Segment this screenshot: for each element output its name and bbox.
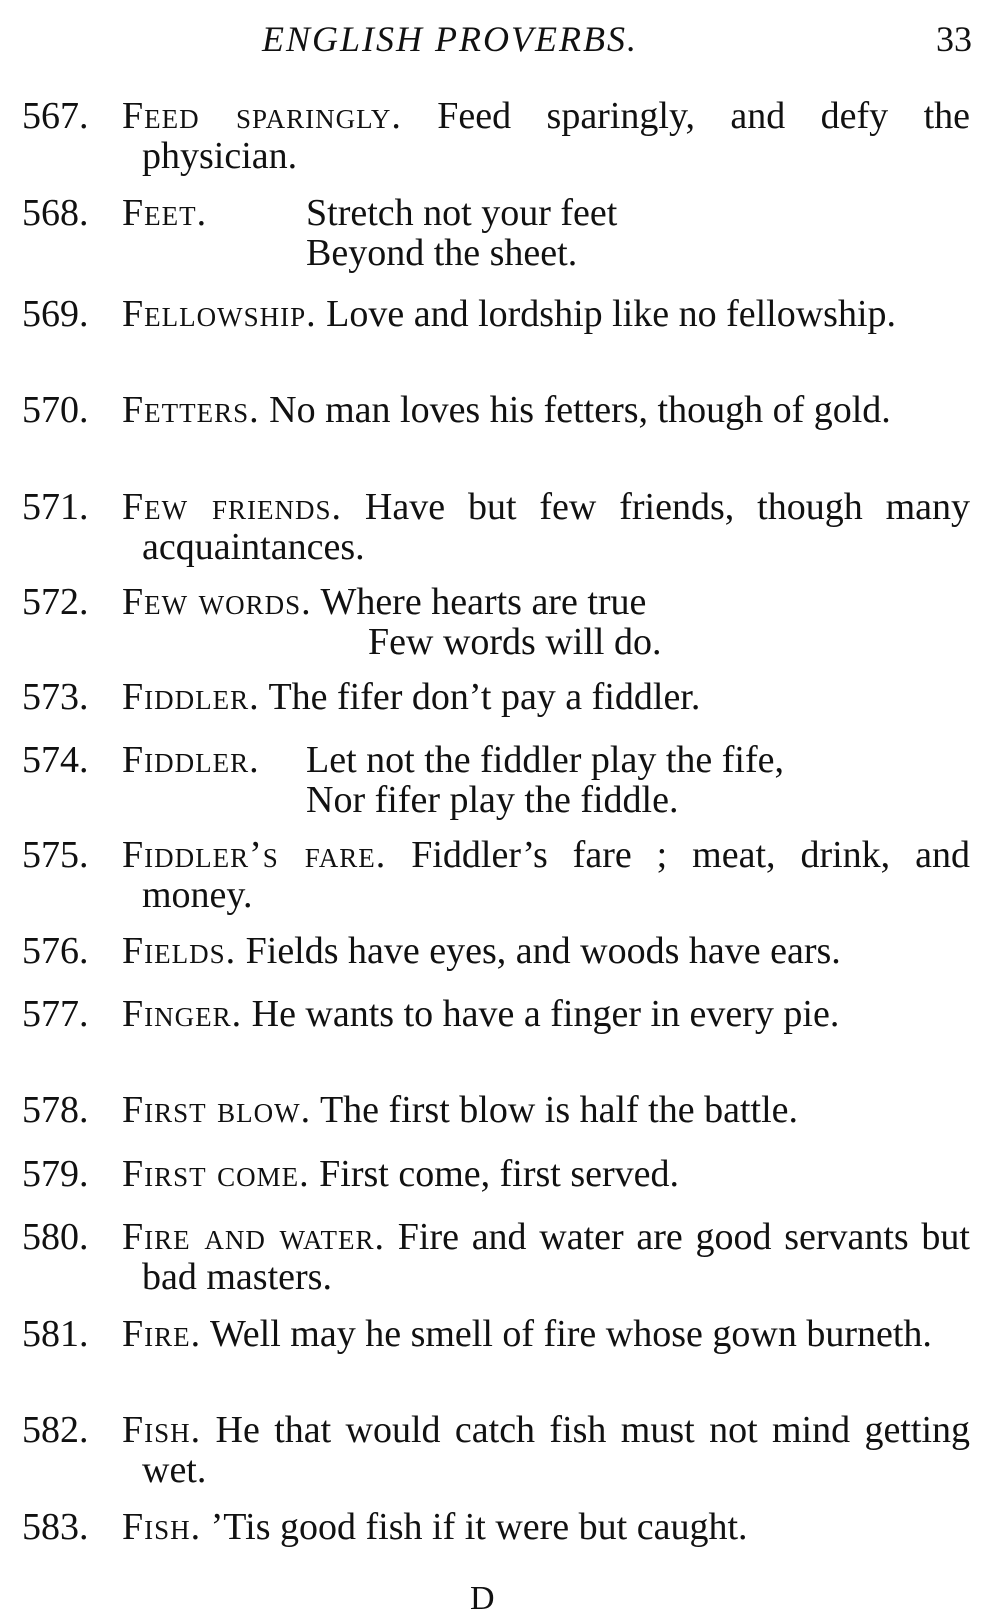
- entry-verse: [306, 740, 784, 820]
- entry-number: 579.: [22, 1153, 89, 1195]
- proverb-entry: [0, 1217, 1000, 1314]
- entry-number: 567.: [22, 95, 89, 137]
- entry-body: [122, 193, 970, 273]
- entry-body: [122, 487, 970, 567]
- entry-keyword: Fiddler.: [122, 739, 260, 781]
- entry-keyword: Few words.: [122, 581, 312, 623]
- entry-keyword: Fire and water.: [122, 1216, 386, 1258]
- proverb-entry: [0, 1090, 1000, 1154]
- entry-keyword: Few friends.: [122, 486, 343, 528]
- proverb-entry: [0, 931, 1000, 994]
- entry-text: The fifer don’t pay a fiddler.: [268, 676, 701, 718]
- proverb-entry: [0, 740, 1000, 835]
- entry-number: 578.: [22, 1089, 89, 1131]
- proverb-entry: [0, 1314, 1000, 1410]
- verse-line: Beyond the sheet.: [306, 232, 578, 274]
- entry-body: [122, 994, 970, 1034]
- entry-keyword: Fire.: [122, 1313, 202, 1355]
- entry-text: He wants to have a finger in every pie.: [251, 993, 840, 1035]
- entry-body: [122, 1410, 970, 1490]
- page-number: 33: [936, 19, 972, 59]
- proverb-entry: [0, 994, 1000, 1090]
- entry-body: [122, 1217, 970, 1297]
- entry-keyword: Fellowship.: [122, 293, 317, 335]
- entry-text: He that would catch fish must not mind getting wet.: [142, 1409, 971, 1491]
- verse-line: Stretch not your feet: [306, 192, 618, 234]
- entry-number: 570.: [22, 389, 89, 431]
- verse-line: Let not the fiddler play the fife,: [306, 739, 784, 781]
- entry-text: Well may he smell of fire whose gown burneth.: [209, 1313, 932, 1355]
- entry-text: Fields have eyes, and woods have ears.: [245, 930, 841, 972]
- entry-keyword: First blow.: [122, 1089, 312, 1131]
- entry-text: The first blow is half the battle.: [319, 1089, 799, 1131]
- entry-number: 581.: [22, 1313, 89, 1355]
- entry-keyword: Fish.: [122, 1506, 202, 1548]
- entry-number: 582.: [22, 1409, 89, 1451]
- entry-verse-line-2: Few words will do.: [368, 621, 662, 663]
- entry-verse: [306, 193, 617, 273]
- verse-line: Nor fifer play the fiddle.: [306, 779, 679, 821]
- page-header: [0, 18, 1000, 68]
- entry-number: 568.: [22, 192, 89, 234]
- entry-number: 574.: [22, 739, 89, 781]
- entry-text: No man loves his fetters, though of gold.: [269, 389, 891, 431]
- entry-keyword: Finger.: [122, 993, 243, 1035]
- entry-text: Have but few friends, though many acquaintances.: [142, 486, 971, 568]
- entry-body: [122, 1314, 970, 1354]
- proverb-list: [0, 96, 1000, 1567]
- signature-mark: D: [470, 1580, 495, 1617]
- proverb-entry: [0, 1507, 1000, 1567]
- entry-number: 575.: [22, 834, 89, 876]
- entry-number: 569.: [22, 293, 89, 335]
- entry-text: Fire and water are good servants but bad masters.: [142, 1216, 970, 1298]
- proverb-entry: [0, 677, 1000, 740]
- entry-keyword: Fish.: [122, 1409, 202, 1451]
- proverb-entry: [0, 835, 1000, 931]
- entry-number: 577.: [22, 993, 89, 1035]
- entry-keyword: Feed sparingly.: [122, 95, 402, 137]
- proverb-entry: [0, 294, 1000, 390]
- proverb-entry: [0, 582, 1000, 677]
- entry-text: Fiddler’s fare ; meat, drink, and money.: [142, 834, 970, 916]
- entry-body: [122, 390, 970, 430]
- entry-keyword: Fields.: [122, 930, 237, 972]
- proverb-entry: [0, 96, 1000, 193]
- entry-keyword: First come.: [122, 1153, 310, 1195]
- entry-body: [122, 582, 970, 662]
- entry-body: [122, 677, 970, 717]
- proverb-entry: [0, 1410, 1000, 1507]
- entry-body: [122, 1090, 970, 1130]
- entry-number: 573.: [22, 676, 89, 718]
- entry-number: 580.: [22, 1216, 89, 1258]
- entry-keyword: Fiddler’s fare.: [122, 834, 387, 876]
- entry-text: ’Tis good fish if it were but caught.: [210, 1506, 748, 1548]
- entry-keyword: Fiddler.: [122, 676, 260, 718]
- proverb-entry: [0, 390, 1000, 487]
- entry-body: [122, 96, 970, 176]
- entry-text: First come, first served.: [319, 1153, 680, 1195]
- entry-body: [122, 835, 970, 915]
- entry-text: Love and lordship like no fellowship.: [326, 293, 897, 335]
- entry-keyword: Fetters.: [122, 389, 260, 431]
- entry-body: [122, 740, 970, 820]
- entry-text: Feed sparingly, and defy the physician.: [142, 95, 970, 177]
- entry-keyword: Feet.: [122, 192, 208, 234]
- entry-number: 572.: [22, 581, 89, 623]
- entry-body: [122, 294, 970, 334]
- entry-number: 576.: [22, 930, 89, 972]
- entry-number: 571.: [22, 486, 89, 528]
- entry-body: [122, 1154, 970, 1194]
- proverb-entry: [0, 193, 1000, 294]
- proverb-entry: [0, 1154, 1000, 1217]
- entry-verse-line-1: Where hearts are true: [320, 581, 647, 623]
- entry-body: [122, 931, 970, 971]
- proverb-entry: [0, 487, 1000, 582]
- entry-number: 583.: [22, 1506, 89, 1548]
- entry-body: [122, 1507, 970, 1547]
- running-title: ENGLISH PROVERBS.: [262, 19, 638, 59]
